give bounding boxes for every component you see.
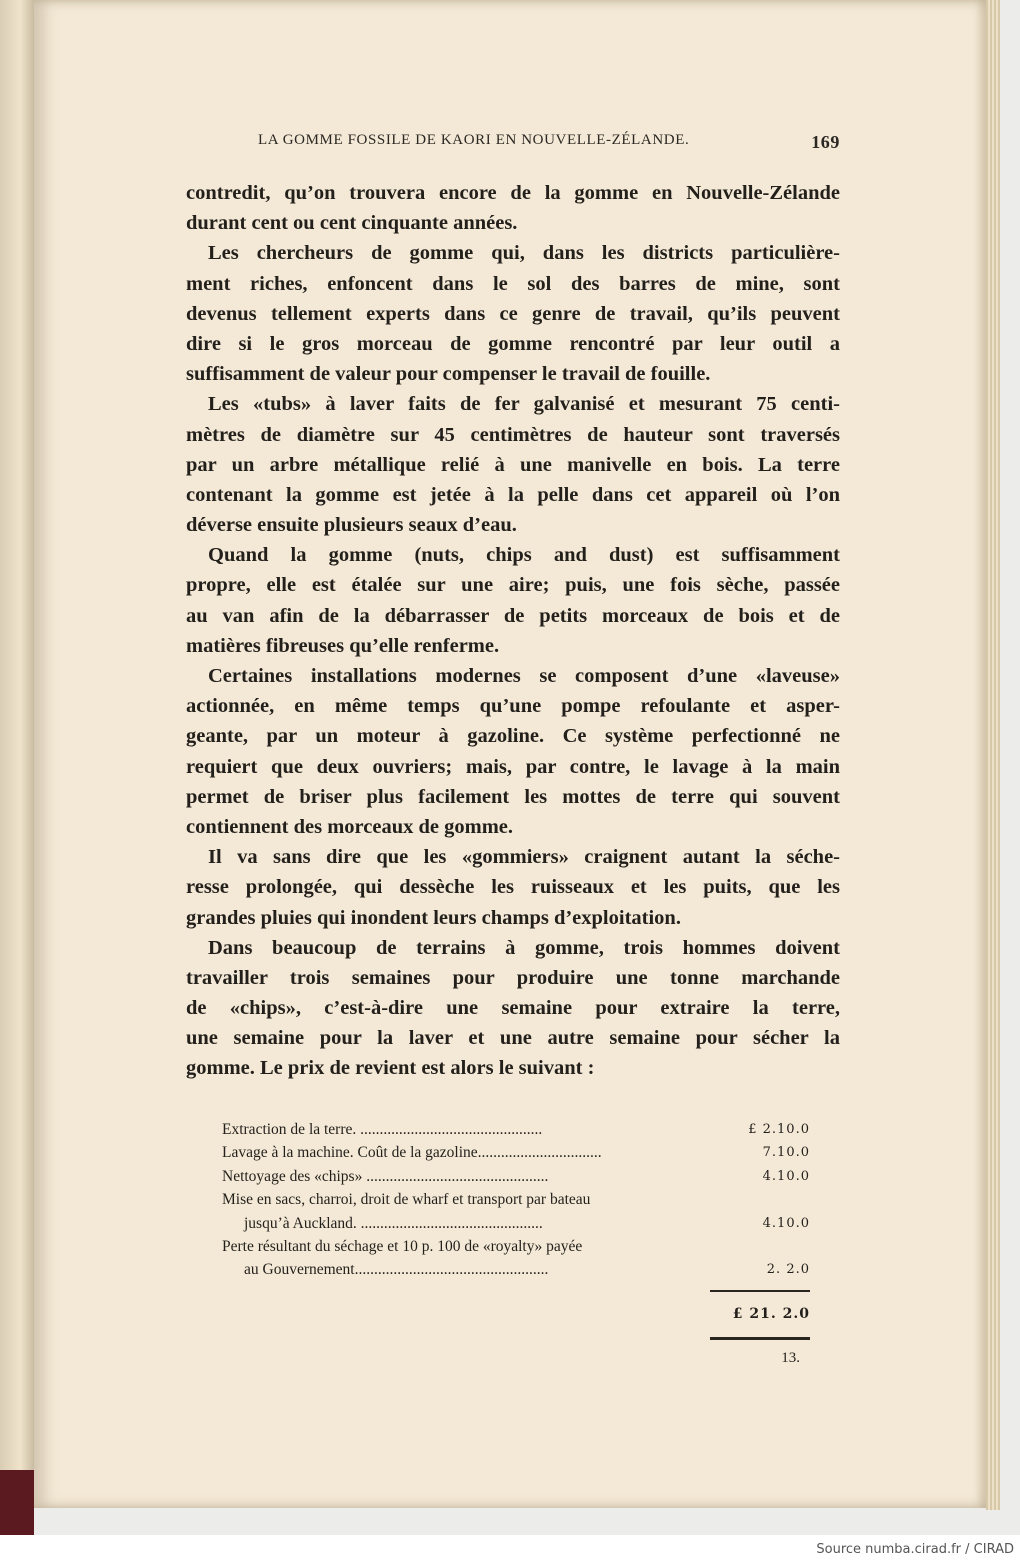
text-line: suffisamment de valeur pour compenser le travail de fouille. [186, 363, 711, 386]
text-line: durant cent ou cent cinquante années. [186, 212, 518, 235]
cost-row [222, 1235, 810, 1258]
text-line: contredit, qu’on trouvera encore de la gomme en Nouvelle-Zélande [186, 182, 840, 204]
text-line: requiert que deux ouvriers; mais, par contre, le lavage à la main [186, 755, 840, 778]
text-line: Dans beaucoup de terrains à gomme, trois hommes doivent [208, 936, 840, 959]
text-line: actionnée, en même temps qu’une pompe refoulante et asper- [186, 695, 840, 718]
cost-label: Nettoyage des «chips» ............................................... [222, 1167, 549, 1185]
text-line: déverse ensuite plusieurs seaux d’eau. [186, 514, 517, 537]
cost-row [222, 1165, 810, 1188]
text-line: de «chips», c’est-à-dire une semaine pour extraire la terre, [186, 997, 840, 1020]
cost-total: £ 21. 2.0 [732, 1306, 810, 1322]
previous-page-edge [0, 0, 34, 1490]
cost-table [222, 1118, 810, 1282]
source-credit: Source numba.cirad.fr / CIRAD [816, 1542, 1014, 1557]
text-line: geante, par un moteur à gazoline. Ce système perfectionné ne [186, 725, 840, 748]
text-line: grandes pluies qui inondent leurs champs d’exploitation. [186, 906, 681, 929]
cost-row [222, 1212, 810, 1235]
cost-value: 4.10.0 [762, 1215, 810, 1231]
text-line: resse prolongée, qui dessèche les ruisseaux et les puits, que les [186, 876, 840, 899]
sum-rule [710, 1290, 810, 1292]
page-stack-edge [986, 0, 1000, 1510]
text-line: contiennent des morceaux de gomme. [186, 815, 514, 838]
cost-row [222, 1141, 810, 1164]
body-text [186, 178, 840, 1084]
text-line: propre, elle est étalée sur une aire; puis, une fois sèche, passée [186, 574, 840, 597]
text-line: matières fibreuses qu’elle renferme. [186, 634, 500, 657]
cost-value: 2. 2.0 [766, 1262, 810, 1278]
cost-row [222, 1188, 810, 1211]
text-line: Il va sans dire que les «gommiers» craignent autant la séche- [208, 846, 840, 869]
text-line: une semaine pour la laver et une autre semaine pour sécher la [186, 1027, 840, 1050]
cost-row [222, 1258, 810, 1281]
running-title: LA GOMME FOSSILE DE KAORI EN NOUVELLE-ZÉLANDE. [258, 132, 690, 148]
cost-value: £ 2.10.0 [748, 1122, 810, 1137]
book-binding [0, 1470, 34, 1535]
signature-mark: 13. [781, 1350, 800, 1366]
text-line: par un arbre métallique relié à une manivelle en bois. La terre [186, 453, 840, 476]
text-line: au van afin de la débarrasser de petits morceaux de bois et de [186, 604, 840, 627]
text-line: gomme. Le prix de revient est alors le suivant : [186, 1057, 595, 1080]
text-line: contenant la gomme est jetée à la pelle dans cet appareil où l’on [186, 483, 840, 506]
text-line: devenus tellement experts dans ce genre de travail, qu’ils peuvent [186, 302, 840, 325]
text-line: mètres de diamètre sur 45 centimètres de hauteur sont traversés [186, 423, 840, 446]
cost-row [222, 1118, 810, 1141]
cost-label: Perte résultant du séchage et 10 p. 100 de «royalty» payée [222, 1237, 583, 1255]
cost-value: 4.10.0 [762, 1168, 810, 1184]
text-line: Quand la gomme (nuts, chips and dust) est suffisamment [208, 544, 840, 567]
text-line: travailler trois semaines pour produire une tonne marchande [186, 966, 840, 989]
text-line: Les chercheurs de gomme qui, dans les districts particulière- [208, 242, 840, 265]
cost-value [720, 1188, 810, 1211]
cost-value: 7.10.0 [762, 1145, 810, 1161]
cost-label: au Gouvernement.................................................. [244, 1261, 549, 1279]
page-number: 169 [811, 132, 840, 152]
text-line: Les «tubs» à laver faits de fer galvanisé et mesurant 75 centi- [208, 393, 840, 416]
text-line: dire si le gros morceau de gomme rencontré par leur outil a [186, 332, 840, 355]
text-line: Certaines installations modernes se composent d’une «laveuse» [208, 665, 840, 687]
cost-label: Mise en sacs, charroi, droit de wharf et transport par bateau [222, 1191, 591, 1209]
cost-label: Lavage à la machine. Coût de la gazoline................................ [222, 1144, 602, 1162]
cost-label: jusqu’à Auckland. ............................................... [244, 1214, 543, 1232]
cost-label: Extraction de la terre. ............................................... [222, 1121, 543, 1138]
cost-value [720, 1235, 810, 1258]
text-line: permet de briser plus facilement les mottes de terre qui souvent [186, 785, 840, 808]
total-double-rule [710, 1337, 810, 1340]
running-header [258, 132, 840, 153]
text-line: ment riches, enfoncent dans le sol des barres de mine, sont [186, 272, 840, 295]
